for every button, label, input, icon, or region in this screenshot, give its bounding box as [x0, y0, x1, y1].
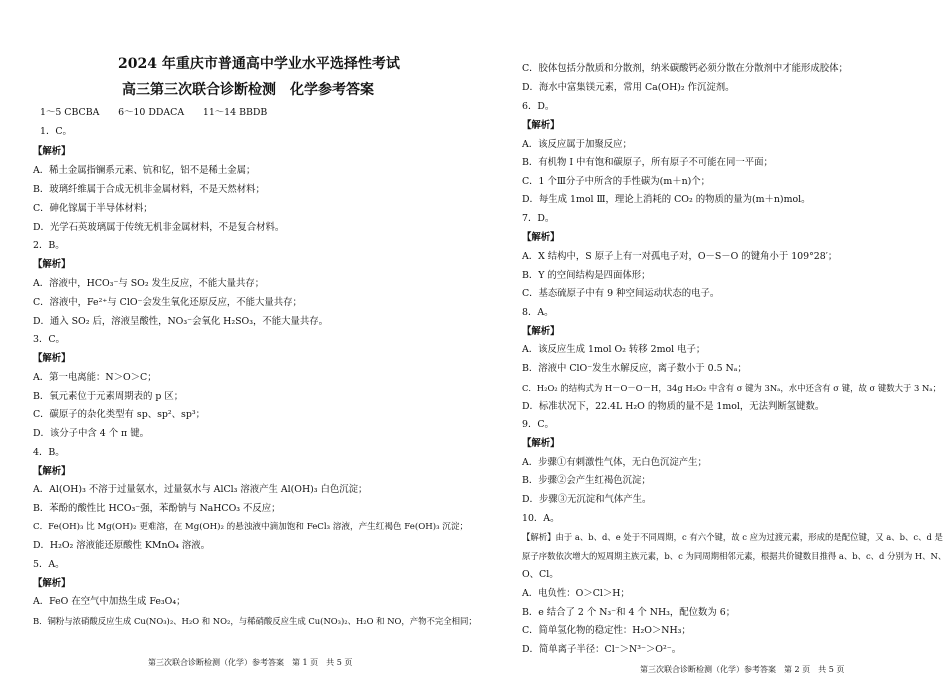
analysis-label: 【解析】 — [522, 438, 560, 449]
answer-line: 7．D。 — [522, 213, 555, 224]
answer-line: B．苯酚的酸性比 HCO₃⁻强，苯酚钠与 NaHCO₃ 不反应； — [33, 503, 281, 514]
analysis-label: 【解析】 — [522, 232, 560, 243]
analysis-label: 【解析】 — [33, 259, 71, 270]
answer-line: C．H₂O₂ 的结构式为 H－O－O－H，34g H₂O₂ 中含有 σ 键为 3Nₐ，水中还含有 σ 键，故 σ 键数大于 3 Nₐ； — [522, 383, 941, 393]
answer-line: 10．A。 — [522, 513, 560, 524]
answer-line: C．1 个Ⅲ分子中所含的手性碳为(m＋n)个； — [522, 176, 711, 187]
answer-line: A．第一电离能：N＞O＞C； — [33, 372, 157, 383]
answer-line: 5．A。 — [33, 559, 65, 570]
page-footer: 第三次联合诊断检测（化学）参考答案 第 2 页 共 5 页 — [640, 665, 845, 674]
answer-line: A．FeO 在空气中加热生成 Fe₃O₄； — [33, 596, 186, 607]
analysis-label: 【解析】 — [33, 146, 71, 157]
page-footer: 第三次联合诊断检测（化学）参考答案 第 1 页 共 5 页 — [148, 658, 353, 667]
answer-line: O、Cl。 — [522, 569, 559, 580]
answer-line: C．砷化镓属于半导体材料； — [33, 203, 153, 214]
answer-line: 3．C。 — [33, 334, 65, 345]
answer-line: B．有机物 I 中有饱和碳原子，所有原子不可能在同一平面； — [522, 157, 773, 168]
answer-line: B．Y 的空间结构是四面体形； — [522, 270, 651, 281]
answer-line: B．e 结合了 2 个 N₃⁻和 4 个 NH₃，配位数为 6； — [522, 607, 736, 618]
answer-line: 【解析】由于 a、b、d、e 处于不同周期，c 有六个键，故 c 应为过渡元素，形成的是配位键，又 a、b、c、d 是 — [522, 532, 943, 542]
answer-line: A．稀土金属指镧系元素、钪和钇，铝不是稀土金属； — [33, 165, 256, 176]
answer-line: D．标准状况下，22.4L H₂O 的物质的量不是 1mol，无法判断氢键数。 — [522, 401, 825, 412]
answer-line: D．该分子中含 4 个 π 键。 — [33, 428, 149, 439]
answer-line: 4．B。 — [33, 447, 65, 458]
analysis-label: 【解析】 — [33, 466, 71, 477]
answer-line: D．每生成 1mol Ⅲ，理论上消耗的 CO₂ 的物质的量为(m＋n)mol。 — [522, 194, 811, 205]
document-subtitle: 高三第三次联合诊断检测 化学参考答案 — [122, 82, 374, 98]
answer-line: C．胶体包括分散质和分散剂，纳米碳酸钙必须分散在分散剂中才能形成胶体； — [522, 63, 848, 74]
answer-line: A．该反应生成 1mol O₂ 转移 2mol 电子； — [522, 344, 706, 355]
answer-line: C．Fe(OH)₃ 比 Mg(OH)₂ 更难溶，在 Mg(OH)₂ 的悬浊液中滴加饱和 FeCl₃ 溶液，产生红褐色 Fe(OH)₃ 沉淀； — [33, 522, 469, 532]
answer-line: C．溶液中，Fe²⁺与 ClO⁻会发生氧化还原反应，不能大量共存； — [33, 297, 302, 308]
analysis-label: 【解析】 — [33, 353, 71, 364]
answer-line: 原子序数依次增大的短周期主族元素，b、c 为同周期相邻元素，根据共价键数目推得 a、b、c、d 分别为 H、N、 — [522, 551, 947, 561]
answer-line: B．铜粉与浓硝酸反应生成 Cu(NO₃)₂、H₂O 和 NO₂，与稀硝酸反应生成 Cu(NO₃)₂、H₂O 和 NO，产物不完全相同； — [33, 616, 477, 626]
analysis-label: 【解析】 — [33, 578, 71, 589]
answer-line: B．氧元素位于元素周期表的 p 区； — [33, 391, 184, 402]
answer-line: D．H₂O₂ 溶液能还原酸性 KMnO₄ 溶液。 — [33, 540, 211, 551]
answer-line: B．步骤②会产生红褐色沉淀； — [522, 475, 651, 486]
answer-line: A．溶液中，HCO₃⁻与 SO₂ 发生反应，不能大量共存； — [33, 278, 265, 289]
answer-line: 8．A。 — [522, 307, 554, 318]
answer-line: D．光学石英玻璃属于传统无机非金属材料，不是复合材料。 — [33, 222, 285, 233]
answers-summary: 1～5 CBCBA 6～10 DDACA 11～14 BBDB — [40, 107, 268, 118]
answer-line: D．通入 SO₂ 后，溶液呈酸性，NO₃⁻会氧化 H₂SO₃，不能大量共存。 — [33, 316, 328, 327]
answer-line: D．步骤③无沉淀和气体产生。 — [522, 494, 652, 505]
document-title: 2024 年重庆市普通高中学业水平选择性考试 — [118, 56, 400, 72]
answer-line: A．步骤①有刺激性气体，无白色沉淀产生； — [522, 457, 707, 468]
answer-line: A．Al(OH)₃ 不溶于过量氨水，过量氨水与 AlCl₃ 溶液产生 Al(OH)₃ 白色沉淀； — [33, 484, 368, 495]
answer-line: A．X 结构中，S 原子上有一对孤电子对，O－S－O 的键角小于 109°28′； — [522, 251, 838, 262]
answer-line: D．海水中富集镁元素，常用 Ca(OH)₂ 作沉淀剂。 — [522, 82, 735, 93]
analysis-label: 【解析】 — [522, 326, 560, 337]
answer-line: C．基态硫原子中有 9 种空间运动状态的电子。 — [522, 288, 720, 299]
answer-line: B．玻璃纤维属于合成无机非金属材料，不是天然材料； — [33, 184, 265, 195]
answer-line: D．简单离子半径：Cl⁻＞N³⁻＞O²⁻。 — [522, 644, 682, 655]
answer-line: C．简单氢化物的稳定性：H₂O＞NH₃； — [522, 625, 691, 636]
answer-line: A．该反应属于加聚反应； — [522, 139, 632, 150]
answer-line: 2．B。 — [33, 240, 65, 251]
answer-line: A．电负性：O＞Cl＞H； — [522, 588, 630, 599]
answer-line: B．溶液中 ClO⁻发生水解反应，离子数小于 0.5 Nₐ； — [522, 363, 747, 374]
answer-line: C．碳原子的杂化类型有 sp、sp²、sp³； — [33, 409, 205, 420]
answer-line: 6．D。 — [522, 101, 555, 112]
answer-line: 1．C。 — [40, 126, 72, 137]
answer-line: 9．C。 — [522, 419, 554, 430]
analysis-label: 【解析】 — [522, 120, 560, 131]
